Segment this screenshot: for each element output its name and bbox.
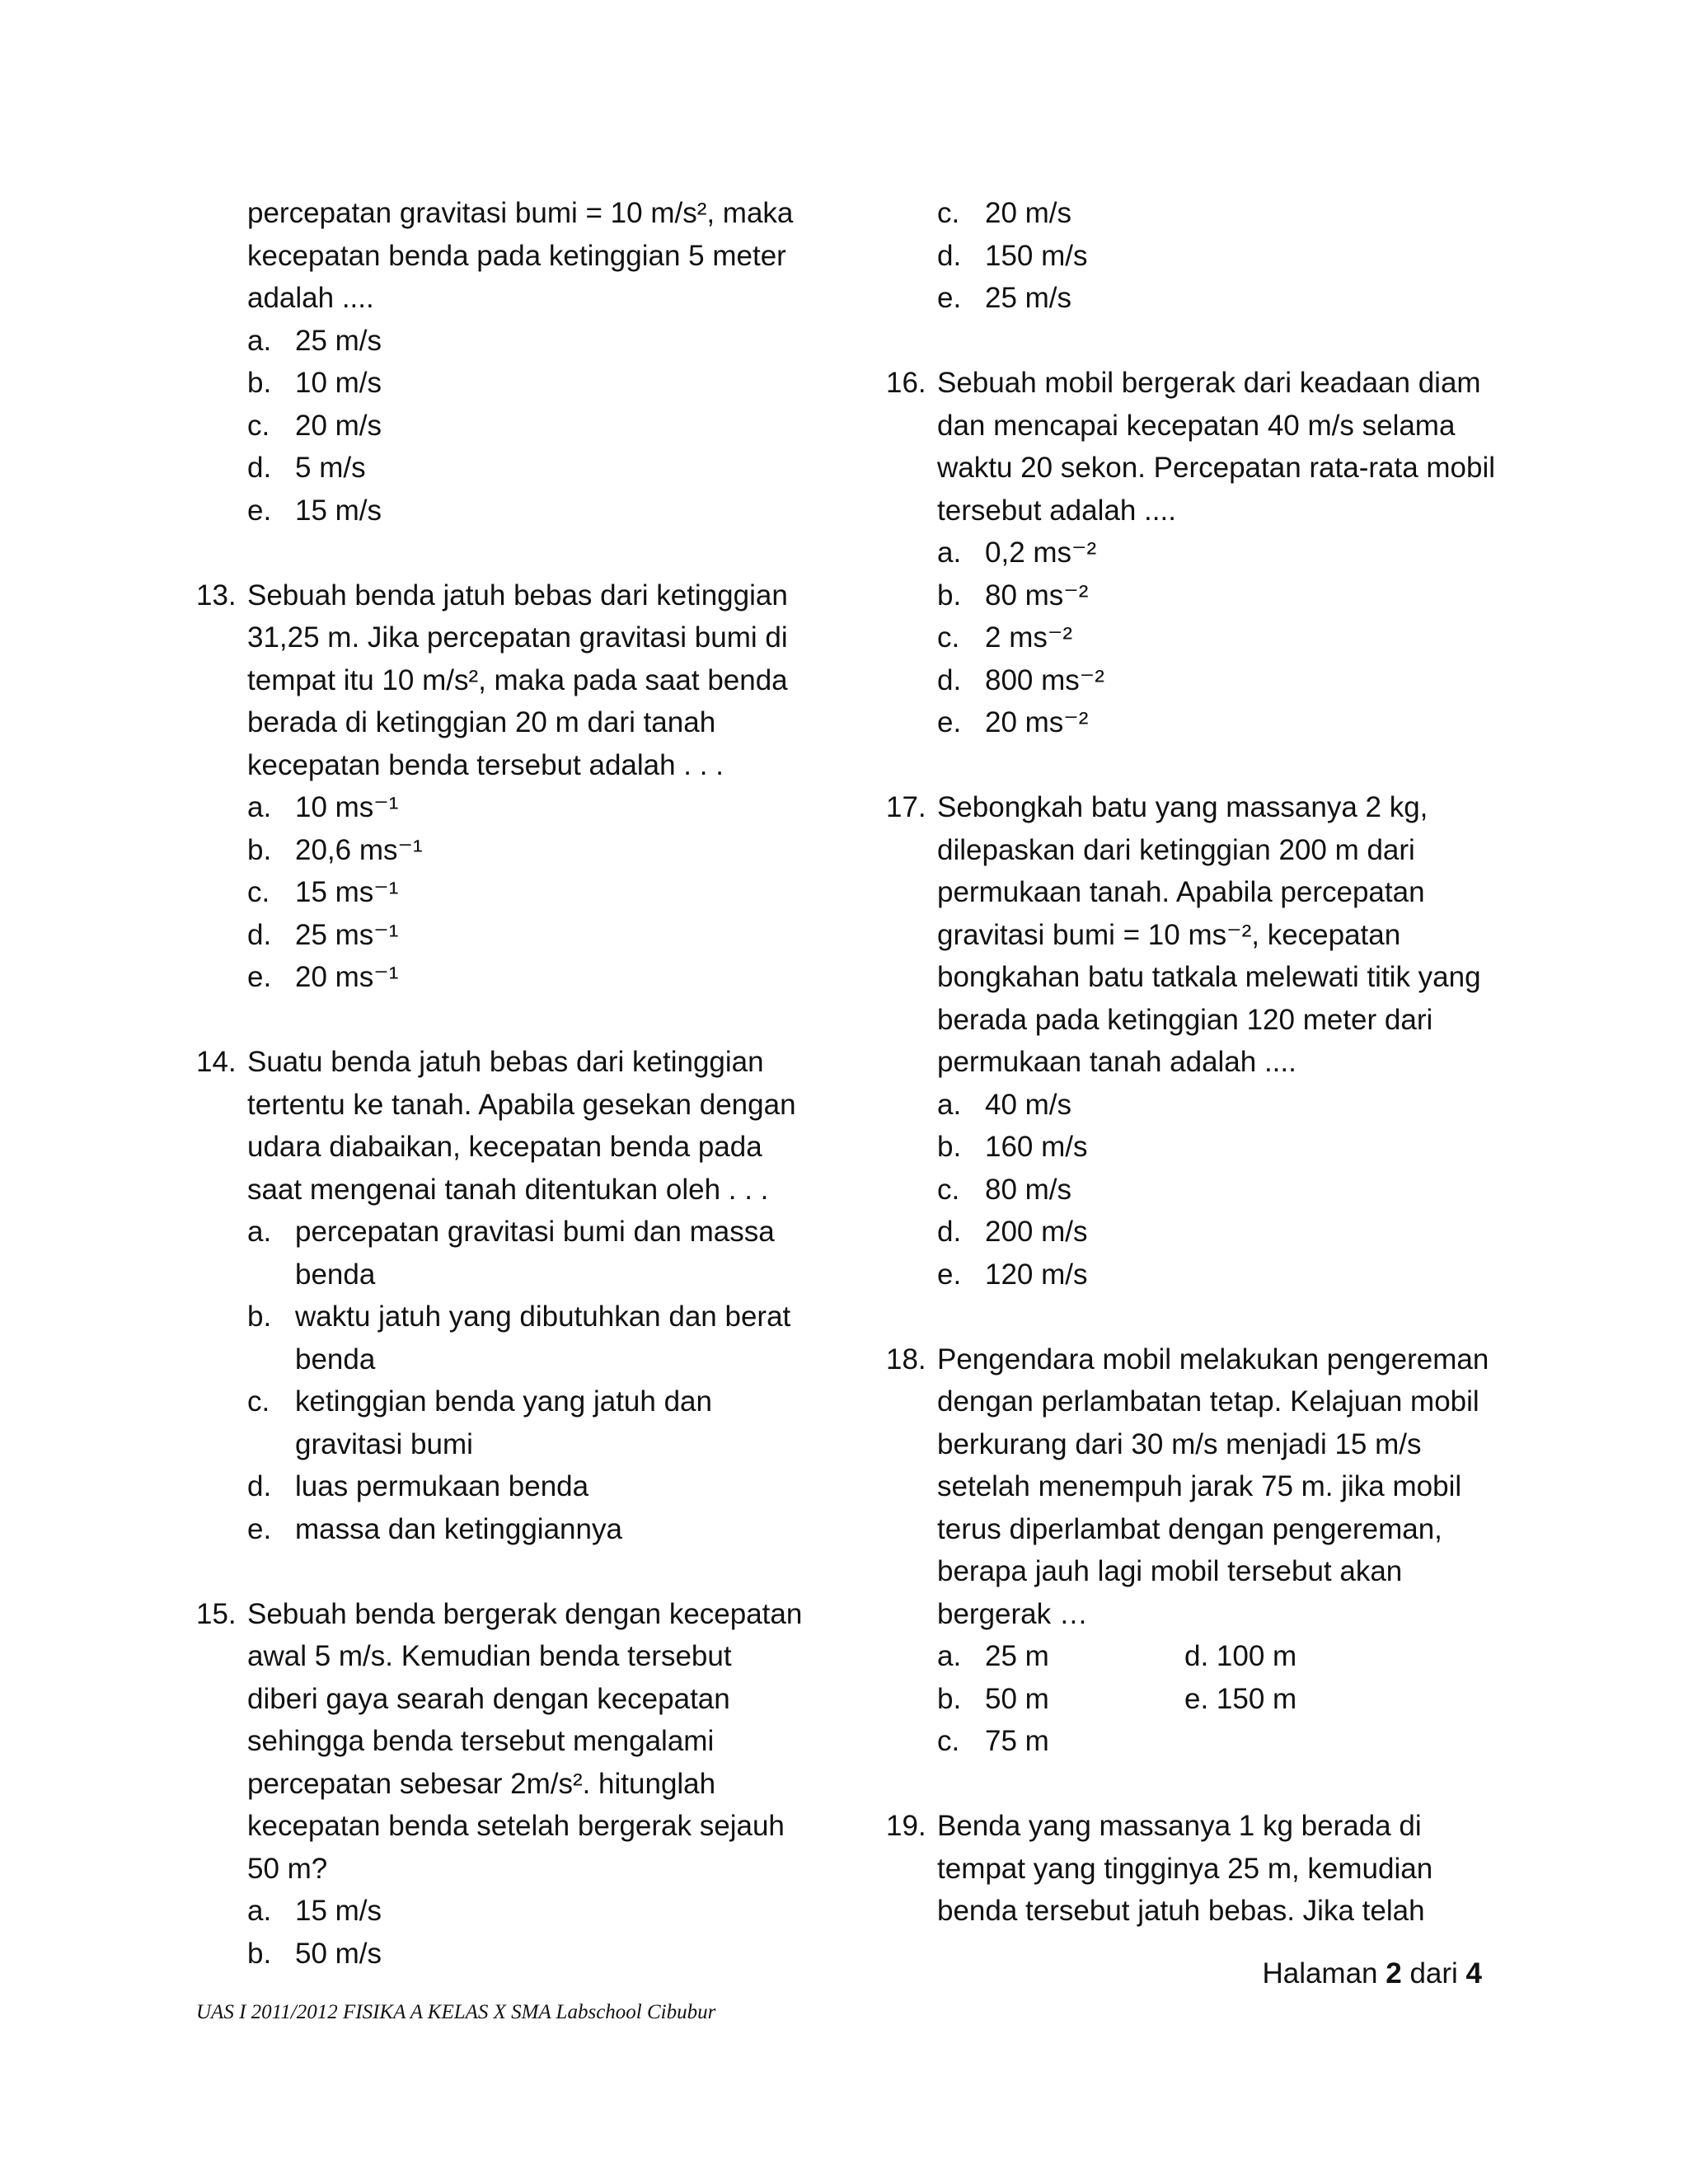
q14-option-a-cont: benda xyxy=(295,1258,376,1291)
q18-option-a[interactable]: 25 m xyxy=(985,1640,1049,1672)
option-text: 150 m/s xyxy=(985,239,1088,272)
option-letter: e. xyxy=(247,961,272,993)
q14-option-a[interactable] xyxy=(196,1211,806,1254)
option-letter: b. xyxy=(247,1937,272,1970)
option-text: 160 m/s xyxy=(985,1131,1088,1163)
option-letter: b. xyxy=(937,1682,962,1715)
q17-option-d[interactable] xyxy=(886,1211,1512,1254)
q17-text-line: permukaan tanah adalah .... xyxy=(937,1046,1296,1078)
question-text: Sebuah benda jatuh bebas dari ketinggian xyxy=(247,579,788,612)
option-text: 20 m/s xyxy=(985,197,1072,229)
q17-text-line: gravitasi bumi = 10 ms⁻², kecepatan xyxy=(937,918,1401,951)
option-letter: c. xyxy=(247,876,270,908)
q16-text-line xyxy=(886,362,1512,405)
q13-option-a[interactable] xyxy=(196,786,806,829)
q15-option-b[interactable] xyxy=(196,1933,806,1975)
q15-text-line: 50 m? xyxy=(247,1852,328,1885)
q16-text-line: waktu 20 sekon. Percepatan rata-rata mobil xyxy=(937,452,1496,484)
q16-option-e[interactable] xyxy=(886,701,1512,744)
question-text: Sebuah mobil bergerak dari keadaan diam xyxy=(937,367,1481,399)
page-number xyxy=(1262,1957,1482,1990)
spacer xyxy=(886,320,1512,363)
option-text: 2 ms⁻² xyxy=(985,621,1072,654)
q18-text-line: berkurang dari 30 m/s menjadi 15 m/s xyxy=(937,1427,1422,1460)
option-letter: c. xyxy=(937,197,960,229)
option-letter: a. xyxy=(247,1216,272,1248)
q14-option-b-cont: benda xyxy=(295,1343,376,1376)
q12-text-line: adalah .... xyxy=(247,282,374,314)
q12-option-b[interactable] xyxy=(196,362,806,405)
option-letter: a. xyxy=(937,1640,962,1672)
option-text: 15 m/s xyxy=(295,1895,382,1927)
q15-text-line: diberi gaya searah dengan kecepatan xyxy=(247,1682,730,1715)
question-text: Suatu benda jatuh bebas dari ketinggian xyxy=(247,1046,764,1078)
question-number: 14. xyxy=(196,1046,237,1078)
q12-option-e[interactable] xyxy=(196,490,806,532)
total-pages: 4 xyxy=(1465,1957,1482,1990)
current-page: 2 xyxy=(1386,1957,1402,1990)
option-letter: b. xyxy=(937,579,962,612)
spacer xyxy=(886,1296,1512,1338)
q15-text-line: sehingga benda tersebut mengalami xyxy=(247,1725,715,1757)
q17-text-line xyxy=(886,786,1512,829)
q14-text-line: saat mengenai tanah ditentukan oleh . . . xyxy=(247,1173,769,1206)
q16-text-line: tersebut adalah .... xyxy=(937,494,1176,527)
q19-text-line: tempat yang tingginya 25 m, kemudian xyxy=(937,1852,1433,1885)
option-text: waktu jatuh yang dibutuhkan dan berat xyxy=(295,1301,791,1333)
q12-option-a[interactable] xyxy=(196,320,806,363)
option-text: ketinggian benda yang jatuh dan xyxy=(295,1385,712,1418)
q14-text-line: udara diabaikan, kecepatan benda pada xyxy=(247,1131,762,1163)
option-letter: b. xyxy=(247,367,272,399)
q14-option-e[interactable] xyxy=(196,1508,806,1551)
option-letter: b. xyxy=(247,833,272,866)
option-text: 15 m/s xyxy=(295,494,382,527)
question-text: Benda yang massanya 1 kg berada di xyxy=(937,1810,1422,1842)
option-letter: b. xyxy=(247,1301,272,1333)
question-number: 15. xyxy=(196,1597,237,1630)
q15-option-d[interactable] xyxy=(886,235,1512,278)
option-text: 80 ms⁻² xyxy=(985,579,1089,612)
option-text: 10 ms⁻¹ xyxy=(295,791,399,823)
q13-text-line: berada di ketinggian 20 m dari tanah xyxy=(247,706,716,738)
option-letter: d. xyxy=(247,918,272,951)
question-number: 16. xyxy=(886,367,926,399)
q13-option-e[interactable] xyxy=(196,956,806,999)
question-number: 19. xyxy=(886,1810,926,1842)
q14-option-d[interactable] xyxy=(196,1465,806,1508)
option-text: luas permukaan benda xyxy=(295,1470,589,1502)
q15-option-a[interactable] xyxy=(196,1890,806,1933)
q18-option-c[interactable] xyxy=(886,1720,1512,1763)
option-text: 20,6 ms⁻¹ xyxy=(295,833,423,866)
document-footer: UAS I 2011/2012 FISIKA A KELAS X SMA Labschool Cibubur xyxy=(196,2001,716,2023)
page-separator: dari xyxy=(1401,1957,1466,1990)
option-text: 75 m xyxy=(985,1725,1049,1757)
option-text: 20 ms⁻¹ xyxy=(295,961,399,993)
q12-option-c[interactable] xyxy=(196,405,806,448)
q14-option-c-cont: gravitasi bumi xyxy=(295,1427,473,1460)
option-text: 120 m/s xyxy=(985,1258,1088,1291)
q18-text-line xyxy=(886,1338,1512,1381)
spacer xyxy=(886,1763,1512,1806)
option-text: 50 m/s xyxy=(295,1937,382,1970)
question-number: 18. xyxy=(886,1343,926,1376)
q15-option-e[interactable] xyxy=(886,277,1512,320)
option-letter: a. xyxy=(247,324,272,357)
q13-text-line xyxy=(196,574,806,617)
q18-text-line: setelah menempuh jarak 75 m. jika mobil xyxy=(937,1470,1462,1502)
option-letter: a. xyxy=(247,791,272,823)
option-letter: a. xyxy=(937,1088,962,1121)
spacer xyxy=(886,744,1512,787)
q16-option-a[interactable] xyxy=(886,532,1512,574)
option-text: percepatan gravitasi bumi dan massa xyxy=(295,1216,775,1248)
spacer xyxy=(196,1550,806,1593)
q14-text-line: tertentu ke tanah. Apabila gesekan dengan xyxy=(247,1088,796,1121)
q15-text-line xyxy=(196,1593,806,1636)
option-letter: d. xyxy=(937,239,962,272)
option-letter: d. xyxy=(937,1216,962,1248)
q12-option-d[interactable] xyxy=(196,447,806,490)
q12-text-line: kecepatan benda pada ketinggian 5 meter xyxy=(247,239,786,272)
question-text: Sebuah benda bergerak dengan kecepatan xyxy=(247,1597,803,1630)
q18-options-row-1 xyxy=(886,1635,1512,1678)
option-letter: e. xyxy=(937,282,962,314)
q19-text-line xyxy=(886,1805,1512,1848)
right-column xyxy=(886,192,1512,1933)
question-number: 13. xyxy=(196,579,237,612)
q18-option-b[interactable]: 50 m xyxy=(985,1682,1049,1715)
q15-text-line: kecepatan benda setelah bergerak sejauh xyxy=(247,1810,785,1842)
q13-option-c[interactable] xyxy=(196,871,806,914)
left-column xyxy=(196,192,806,1975)
q16-option-d[interactable] xyxy=(886,659,1512,702)
question-text: Sebongkah batu yang massanya 2 kg, xyxy=(937,791,1428,823)
option-letter: d. xyxy=(937,663,962,696)
q18-text-line: terus diperlambat dengan pengereman, xyxy=(937,1512,1442,1545)
q13-text-line: kecepatan benda tersebut adalah . . . xyxy=(247,748,724,781)
q16-option-b[interactable] xyxy=(886,574,1512,617)
spacer xyxy=(196,999,806,1042)
q17-text-line: dilepaskan dari ketinggian 200 m dari xyxy=(937,833,1415,866)
q13-text-line: 31,25 m. Jika percepatan gravitasi bumi di xyxy=(247,621,788,654)
option-letter: c. xyxy=(937,1725,960,1757)
q13-option-d[interactable] xyxy=(196,914,806,957)
option-text: 800 ms⁻² xyxy=(985,663,1104,696)
option-text: 40 m/s xyxy=(985,1088,1072,1121)
q13-option-b[interactable] xyxy=(196,829,806,872)
q15-option-c[interactable] xyxy=(886,192,1512,235)
option-letter: e. xyxy=(937,1258,962,1291)
option-letter: c. xyxy=(937,1173,960,1206)
option-text: 0,2 ms⁻² xyxy=(985,537,1097,569)
q18-option-d[interactable]: d. 100 m xyxy=(1184,1640,1297,1672)
q14-option-b[interactable] xyxy=(196,1296,806,1338)
q16-option-c[interactable] xyxy=(886,616,1512,659)
q17-text-line: berada pada ketinggian 120 meter dari xyxy=(937,1003,1433,1036)
page-label: Halaman xyxy=(1262,1957,1386,1990)
option-letter: b. xyxy=(937,1131,962,1163)
option-text: 25 m/s xyxy=(295,324,382,357)
q17-text-line: bongkahan batu tatkala melewati titik yang xyxy=(937,961,1481,993)
question-text: Pengendara mobil melakukan pengereman xyxy=(937,1343,1489,1376)
question-number: 17. xyxy=(886,791,926,823)
q15-text-line: percepatan sebesar 2m/s². hitunglah xyxy=(247,1767,716,1800)
option-text: 20 ms⁻² xyxy=(985,706,1089,738)
q14-text-line xyxy=(196,1041,806,1084)
q18-text-line: berapa jauh lagi mobil tersebut akan xyxy=(937,1555,1403,1587)
option-text: 10 m/s xyxy=(295,367,382,399)
option-text: massa dan ketinggiannya xyxy=(295,1512,622,1545)
option-letter: d. xyxy=(247,1470,272,1502)
q19-text-line: benda tersebut jatuh bebas. Jika telah xyxy=(937,1895,1425,1927)
option-letter: c. xyxy=(937,621,960,654)
option-letter: e. xyxy=(937,706,962,738)
q17-option-b[interactable] xyxy=(886,1126,1512,1169)
q17-option-a[interactable] xyxy=(886,1084,1512,1127)
spacer xyxy=(196,532,806,574)
option-text: 80 m/s xyxy=(985,1173,1072,1206)
q18-text-line: bergerak … xyxy=(937,1597,1088,1630)
option-letter: c. xyxy=(247,1385,270,1418)
q15-text-line: awal 5 m/s. Kemudian benda tersebut xyxy=(247,1640,732,1672)
option-text: 5 m/s xyxy=(295,452,366,484)
q18-options-row-2 xyxy=(886,1678,1512,1721)
q12-text-line: percepatan gravitasi bumi = 10 m/s², maka xyxy=(247,197,794,229)
q18-option-e[interactable]: e. 150 m xyxy=(1184,1682,1297,1715)
q13-text-line: tempat itu 10 m/s², maka pada saat benda xyxy=(247,663,788,696)
q16-text-line: dan mencapai kecepatan 40 m/s selama xyxy=(937,409,1456,442)
option-letter: a. xyxy=(937,537,962,569)
q18-text-line: dengan perlambatan tetap. Kelajuan mobil xyxy=(937,1385,1479,1418)
option-letter: d. xyxy=(247,452,272,484)
q17-option-c[interactable] xyxy=(886,1169,1512,1212)
q14-option-c[interactable] xyxy=(196,1380,806,1423)
option-letter: a. xyxy=(247,1895,272,1927)
option-text: 25 m/s xyxy=(985,282,1072,314)
option-text: 20 m/s xyxy=(295,409,382,442)
option-text: 15 ms⁻¹ xyxy=(295,876,399,908)
option-letter: e. xyxy=(247,494,272,527)
q17-option-e[interactable] xyxy=(886,1254,1512,1296)
option-letter: c. xyxy=(247,409,270,442)
option-letter: e. xyxy=(247,1512,272,1545)
q17-text-line: permukaan tanah. Apabila percepatan xyxy=(937,876,1425,908)
option-text: 200 m/s xyxy=(985,1216,1088,1248)
option-text: 25 ms⁻¹ xyxy=(295,918,399,951)
